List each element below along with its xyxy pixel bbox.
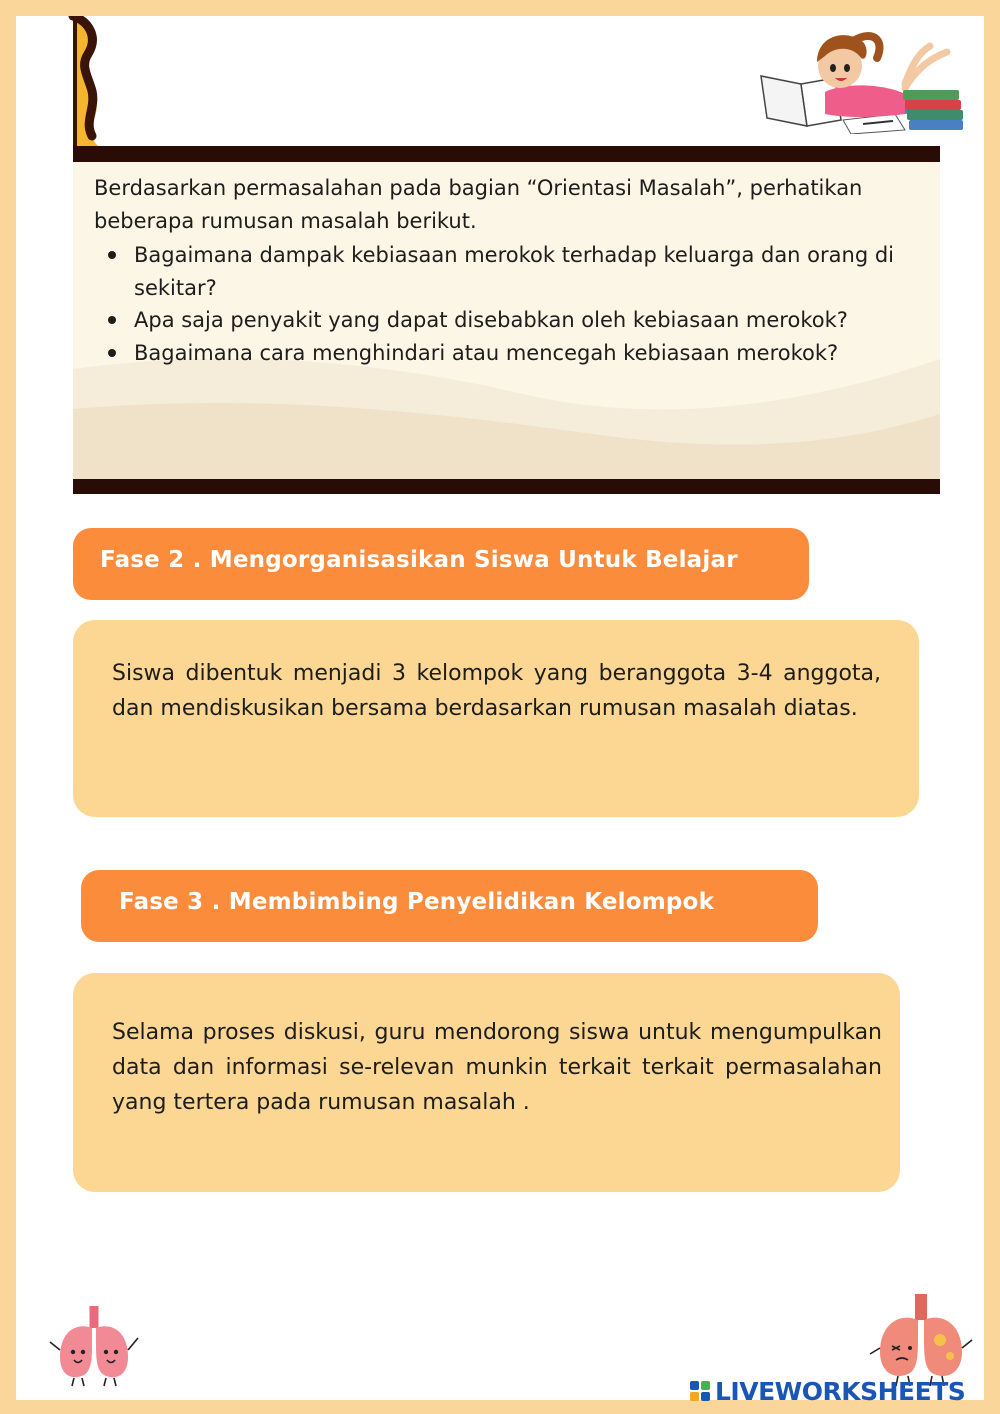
happy-lungs-icon — [46, 1302, 142, 1388]
decorative-swirl-icon — [56, 16, 126, 166]
list-item: Bagaimana cara menghindari atau mencegah kebiasaan merokok? — [134, 337, 914, 370]
list-item: Apa saja penyakit yang dapat disebabkan oleh kebiasaan merokok? — [134, 304, 914, 337]
card-bottom-bar — [73, 479, 940, 494]
phase3-description-box — [73, 973, 900, 1192]
bullet-icon — [108, 316, 116, 324]
problem-intro: Berdasarkan permasalahan pada bagian “Orientasi Masalah”, perhatikan beberapa rumusan masalah berikut. — [94, 176, 863, 233]
problem-formulation-card — [73, 146, 940, 494]
logo-text: LIVEWORKSHEETS — [715, 1376, 966, 1406]
phase2-header: Fase 2 . Mengorganisasikan Siswa Untuk Belajar — [73, 528, 809, 600]
card-top-bar — [73, 146, 940, 162]
girl-reading-illustration — [755, 22, 970, 134]
phase3-description: Selama proses diskusi, guru mendorong siswa untuk mengumpulkan data dan informasi se-relevan munkin terkait terkait permasalahan yang tertera pada rumusan masalah . — [112, 1020, 882, 1115]
phase2-description: Siswa dibentuk menjadi 3 kelompok yang beranggota 3-4 anggota, dan mendiskusikan bersama berdasarkan rumusan masalah diatas. — [112, 661, 881, 721]
bullet-icon — [108, 251, 116, 259]
phase2-description-box — [73, 620, 919, 817]
phase3-header: Fase 3 . Membimbing Penyelidikan Kelompok — [81, 870, 818, 942]
liveworksheets-logo-icon — [690, 1381, 710, 1401]
sick-lungs-icon — [866, 1290, 976, 1390]
bullet-icon — [108, 349, 116, 357]
list-item: Bagaimana dampak kebiasaan merokok terhadap keluarga dan orang di sekitar? — [134, 239, 914, 304]
liveworksheets-logo[interactable] — [690, 1376, 965, 1406]
problem-question-list — [94, 239, 914, 369]
